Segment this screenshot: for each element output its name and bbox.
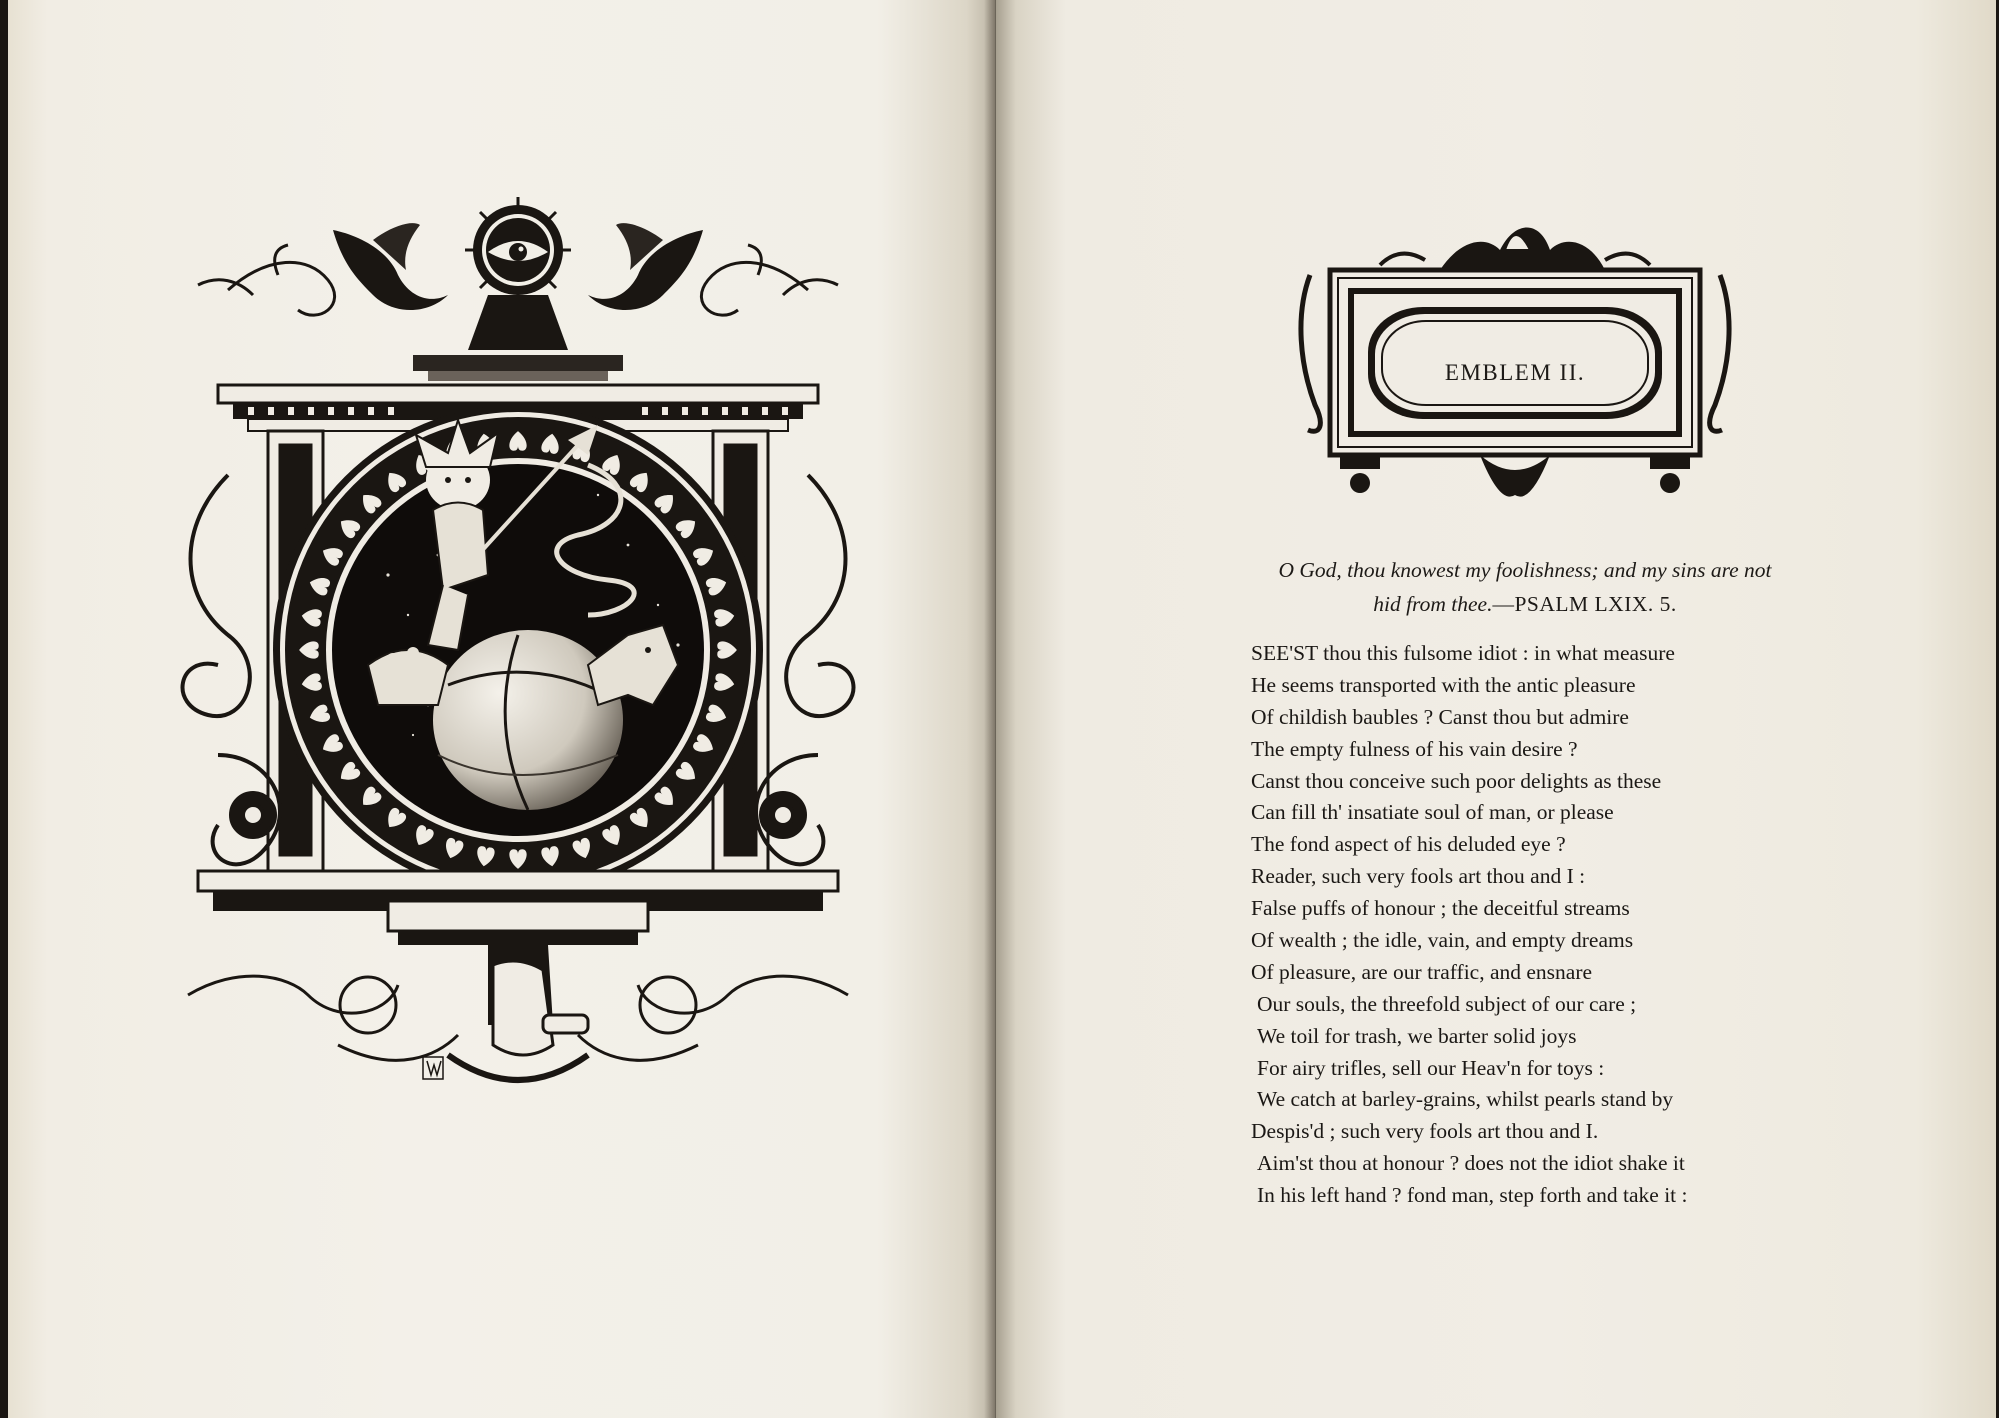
epigraph-line-2: hid from thee.	[1373, 592, 1493, 616]
left-page	[8, 0, 996, 1418]
poem-line: The fond aspect of his deluded eye ?	[1251, 832, 1566, 857]
poem-line: Can fill th' insatiate soul of man, or please	[1251, 800, 1614, 825]
globe-icon	[433, 630, 623, 810]
epigraph-citation: —PSALM LXIX. 5.	[1492, 592, 1677, 616]
poem-line: Of wealth ; the idle, vain, and empty dreams	[1251, 928, 1634, 953]
poem-line: False puffs of honour ; the deceitful streams	[1251, 896, 1630, 921]
poem-line: Of childish baubles ? Canst thou but admire	[1251, 704, 1629, 729]
cartouche-bottom-ornament	[1340, 455, 1690, 497]
emblem-title: EMBLEM II.	[1444, 360, 1586, 385]
poem-line: Reader, such very fools art thou and I :	[1251, 864, 1586, 889]
poem-line: For airy trifles, sell our Heav'n for toys :	[1257, 1055, 1605, 1080]
dove-right-icon	[588, 223, 703, 310]
poem-line: He seems transported with the antic pleasure	[1251, 672, 1636, 697]
poem-line: We catch at barley-grains, whilst pearls stand by	[1257, 1087, 1674, 1112]
poem-line: In his left hand ? fond man, step forth and take it :	[1257, 1183, 1688, 1208]
engraver-monogram	[423, 1057, 443, 1079]
poem-line: The empty fulness of his vain desire ?	[1251, 736, 1578, 761]
dove-left-icon	[333, 223, 448, 310]
epigraph	[1180, 553, 1870, 621]
poem-line: Despis'd ; such very fools art thou and I.	[1251, 1119, 1599, 1144]
emblem-engraving	[158, 195, 878, 1125]
poem-line: SEE'ST thou this fulsome idiot : in what measure	[1251, 641, 1675, 665]
poem-line: Aim'st thou at honour ? does not the idiot shake it	[1257, 1151, 1685, 1176]
hand-icon	[448, 945, 588, 1080]
poem-line: Our souls, the threefold subject of our care ;	[1257, 991, 1637, 1016]
epigraph-line-1: O God, thou knowest my foolishness; and my sins are not	[1278, 558, 1772, 582]
poem-line: Canst thou conceive such poor delights as these	[1251, 768, 1662, 793]
plinth	[198, 871, 838, 945]
poem-line: We toil for trash, we barter solid joys	[1257, 1023, 1577, 1048]
eye-in-thorns-icon	[465, 197, 571, 303]
poem-line: Of pleasure, are our traffic, and ensnare	[1251, 959, 1593, 984]
poem	[1251, 638, 1901, 1212]
